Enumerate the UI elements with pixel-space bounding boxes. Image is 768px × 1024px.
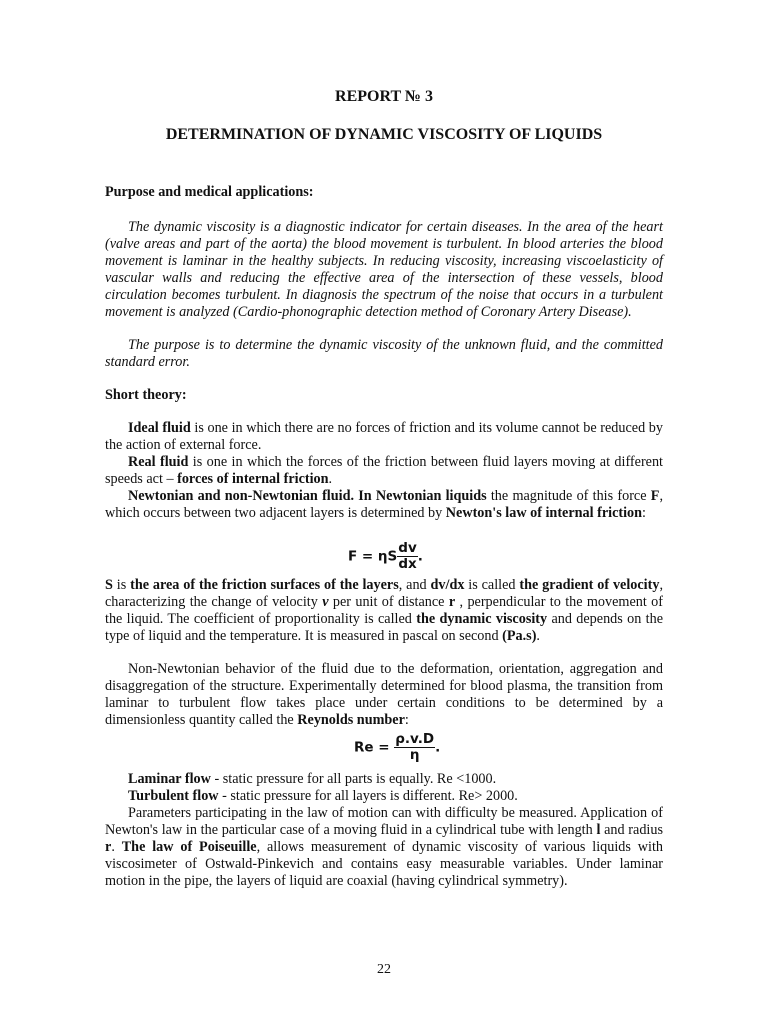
dv-dx-term: dv/dx <box>430 577 465 593</box>
purpose-paragraph-2: The purpose is to determine the dynamic viscosity of the unknown fluid, and the committed standard error. <box>105 337 663 370</box>
main-title: DETERMINATION OF DYNAMIC VISCOSITY OF LIQUIDS <box>165 126 603 143</box>
laminar-term: Laminar flow <box>128 771 211 787</box>
gradient-text-1: is <box>112 577 131 593</box>
newtons-law-term: Newton's law of internal friction <box>445 504 643 521</box>
formula-2-denominator: η <box>409 747 420 763</box>
page-number: 22 <box>377 962 391 977</box>
newtonian-text-2: , which occurs between two adjacent layers is determined by <box>105 488 663 521</box>
turbulent-paragraph <box>105 788 663 805</box>
gradient-text-3: is called <box>464 577 520 593</box>
laminar-text: - static pressure for all parts is equally. Re <1000. <box>210 771 497 787</box>
non-newtonian-text: Non-Newtonian behavior of the fluid due to the deformation, orientation, aggregation and disaggregation of the structure. Experimentally determined for blood plasma, the transition from laminar to turbulent flow takes place under certain conditions to be determined by a dimensionless quantity called the <box>105 661 663 728</box>
real-fluid-end: . <box>328 470 333 487</box>
radius-symbol: r <box>105 838 112 855</box>
internal-friction-term: forces of internal friction <box>177 470 329 487</box>
theory-heading: Short theory: <box>105 387 187 403</box>
gradient-text-2: , and <box>398 577 431 593</box>
ideal-fluid-term: Ideal fluid <box>128 420 191 436</box>
formula-2-end: . <box>435 739 441 756</box>
reynolds-formula <box>354 732 440 763</box>
newtonian-term: Newtonian and non-Newtonian fluid. In Newtonian liquids <box>128 488 487 504</box>
ideal-fluid-paragraph <box>105 420 663 454</box>
formula-1-fraction <box>397 541 417 572</box>
poiseuille-law-term: The law of Poiseuille <box>121 838 257 855</box>
real-fluid-text: is one in which the forces of the friction between fluid layers moving at different speeds act – <box>105 454 664 487</box>
laminar-paragraph <box>105 771 663 788</box>
newtonian-paragraph <box>105 488 663 522</box>
poiseuille-paragraph <box>105 805 663 890</box>
friction-area-term: the area of the friction surfaces of the layers <box>130 577 399 593</box>
real-fluid-paragraph <box>105 454 663 488</box>
poiseuille-text-2: and radius <box>600 821 663 838</box>
formula-2-fraction <box>394 732 435 763</box>
formula-1-denominator: dx <box>398 556 417 572</box>
gradient-text-4: , characterizing the change of velocity <box>105 577 663 610</box>
gradient-text-5: per unit of distance <box>328 593 449 610</box>
poiseuille-text-1: Parameters participating in the law of motion can with difficulty be measured. Application of Newton's law in the particular case of a moving fluid in a cylindrical tube with length <box>105 805 663 838</box>
reynolds-end: : <box>404 711 409 728</box>
poiseuille-text-3: . <box>111 838 122 855</box>
ideal-fluid-text: is one in which there are no forces of friction and its volume cannot be reduced by the action of external force. <box>105 420 663 453</box>
reynolds-term: Reynolds number <box>297 711 405 728</box>
dynamic-viscosity-term: the dynamic viscosity <box>416 610 548 627</box>
formula-1-end: . <box>417 548 423 565</box>
velocity-symbol: v <box>322 593 329 610</box>
turbulent-term: Turbulent flow <box>128 788 219 804</box>
distance-symbol: r <box>448 593 456 610</box>
newtonian-end: : <box>642 504 646 521</box>
formula-1-numerator: dv <box>398 540 417 556</box>
area-symbol: S <box>105 577 113 593</box>
newtonian-text-1: the magnitude of this force <box>486 488 651 504</box>
purpose-heading: Purpose and medical applications: <box>105 184 314 200</box>
gradient-paragraph <box>105 577 663 645</box>
purpose-paragraph-1: The dynamic viscosity is a diagnostic indicator for certain diseases. In the area of the heart (valve areas and part of the aorta) the blood movement is turbulent. In blood arteries the blood movement is laminar in the healthy subjects. In reducing viscosity, increasing viscoelasticity of vascular walls and reducing the effective area of the intersection of these vessels, blood circulation becomes turbulent. In diagnosis the spectrum of the noise that occurs in a turbulent movement is analyzed (Cardio-phonographic detection method of Coronary Artery Disease). <box>105 219 663 320</box>
formula-1-lhs: F = ηS <box>348 548 398 565</box>
turbulent-text: - static pressure for all layers is different. Re> 2000. <box>218 788 518 804</box>
gradient-end: . <box>536 627 540 644</box>
length-symbol: l <box>596 821 601 838</box>
report-title: REPORT № 3 <box>335 88 433 105</box>
gradient-text-7: and depends on the type of liquid and the temperature. It is measured in pascal on second <box>105 610 663 644</box>
force-symbol: F <box>650 488 660 504</box>
newton-law-formula <box>348 541 423 572</box>
real-fluid-term: Real fluid <box>128 454 189 470</box>
formula-2-lhs: Re = <box>354 739 395 756</box>
gradient-term: the gradient of velocity <box>519 577 660 593</box>
unit-term: (Pa.s) <box>502 627 537 644</box>
formula-2-numerator: ρ.v.D <box>395 731 435 747</box>
poiseuille-text-4: , allows measurement of dynamic viscosity of various liquids with viscosimeter of Ostwald-Pinkevich and contains easy measurable variables. Under laminar motion in the pipe, the layers of liquid are coaxial (having cylindrical symmetry). <box>105 838 663 889</box>
gradient-text-6: , perpendicular to the movement of the liquid. The coefficient of proportionality is called <box>105 593 663 627</box>
non-newtonian-paragraph <box>105 661 663 729</box>
